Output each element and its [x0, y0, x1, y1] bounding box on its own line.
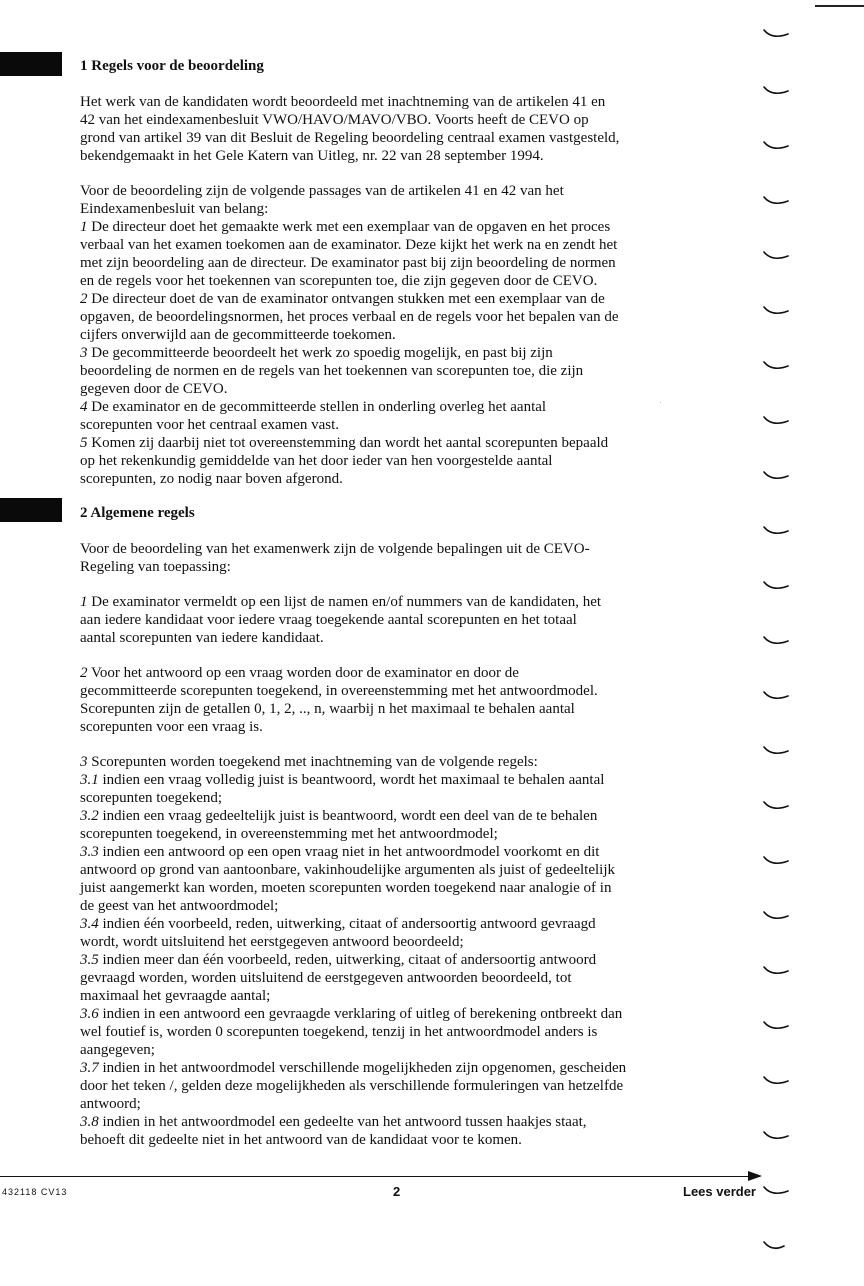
tick-mark — [764, 527, 788, 533]
rule-3: 3 Scorepunten worden toegekend met inachtneming van de volgende regels: 3.1 indien een vraag volledig juist is beantwoord, wordt het maximaal te behalen aantal scorepunten toegekend; 3.2 indien een vraag gedeeltelijk juist is beantwoord, wordt een deel van de te behalen scorepunten toegekend, in overeenstemming met het antwoordmodel; 3.3 indien een antwoord op een open vraag niet in het antwoordmodel voorkomt en dit antwoord op grond van aantoonbare, vakinhoudelijke argumenten als juist of gedeeltelijk juist aangemerkt kan worden, moeten scorepunten worden toegekend naar analogie of in de geest van het antwoordmodel; 3.4 indien één voorbeeld, reden, uitwerking, citaat of andersoortig antwoord gevraagd wordt, wordt uitsluitend het eerstgegeven antwoord beoordeeld; 3.5 indien meer dan één voorbeeld, reden, uitwerking, citaat of andersoortig antwoord gevraagd worden, worden uitsluitend de eerstgegeven antwoorden beoordeeld, tot maximaal het gevraagde aantal; 3.6 indien in een antwoord een gevraagde verklaring of uitleg of berekening ontbreekt dan wel foutief is, worden 0 scorepunten toegekend, tenzij in het antwoordmodel anders is aangegeven; 3.7 indien in het antwoordmodel verschillende mogelijkheden zijn opgenomen, gescheiden door het teken /, gelden deze mogelijkheden als verschillende formuleringen van hetzelfde antwoord; 3.8 indien in het antwoordmodel een gedeelte van het antwoord tussen haakjes staat, behoeft dit gedeelte niet in het antwoord van de kandidaat voor te komen. — [80, 753, 690, 1149]
page-number: 2 — [393, 1184, 401, 1199]
section-1-intro — [80, 93, 690, 165]
tick-mark — [764, 1242, 784, 1248]
tick-mark — [764, 142, 788, 148]
tick-mark — [764, 802, 788, 808]
text-line: door het teken /, gelden deze mogelijkheden als verschillende formuleringen van hetzelfde — [80, 1078, 624, 1094]
article-item-2: 2 De directeur doet de van de examinator ontvangen stukken met een exemplaar van de — [80, 291, 605, 307]
tick-mark — [764, 912, 788, 918]
rule-2: 2 Voor het antwoord op een vraag worden door de examinator en door de gecommitteerde scorepunten toegekend, in overeenstemming met het antwoordmodel. Scorepunten zijn de getallen 0, 1, 2, .., n, waarbij n het maximaal te behalen aantal scorepunten voor een vraag is. — [80, 664, 690, 736]
exam-code: 432118 CV13 — [2, 1187, 68, 1197]
text-line: verbaal van het examen toekomen aan de examinator. Deze kijkt het werk na en zendt het — [80, 237, 618, 253]
text-line: behoeft dit gedeelte niet in het antwoord van de kandidaat voor te komen. — [80, 1132, 522, 1148]
rule-number: 1 — [80, 594, 88, 610]
tick-mark — [764, 197, 788, 203]
section-2-heading: 2 Algemene regels — [80, 505, 195, 521]
rule-number: 3 — [80, 754, 88, 770]
rule-1: 1 De examinator vermeldt op een lijst de namen en/of nummers van de kandidaten, het aan iedere kandidaat voor iedere vraag toegekende aantal scorepunten en het totaal aantal scorepunten van iedere kandidaat. — [80, 593, 690, 647]
tick-mark — [764, 857, 788, 863]
text-line: gevraagd worden, worden uitsluitend de eerstgegeven antwoorden beoordeeld, tot — [80, 970, 572, 986]
item-number: 2 — [80, 291, 88, 307]
text-line: scorepunten voor een vraag is. — [80, 719, 263, 735]
text-line: opgaven, de beoordelingsnormen, het proces verbaal en de regels voor het bepalen van de — [80, 309, 619, 325]
text-line: antwoord op grond van aantoonbare, vakinhoudelijke argumenten als juist of gedeeltelijk — [80, 862, 615, 878]
text-line: op het rekenkundig gemiddelde van het door ieder van hen voorgestelde aantal — [80, 453, 553, 469]
text-line: gecommitteerde scorepunten toegekend, in overeenstemming met het antwoordmodel. — [80, 683, 598, 699]
rule-number: 2 — [80, 665, 88, 681]
text-line: Voor de beoordeling van het examenwerk zijn de volgende bepalingen uit de CEVO- — [80, 541, 590, 557]
text-line: en de regels voor het toekennen van scorepunten toe, die zijn gegeven door de CEVO. — [80, 273, 598, 289]
tick-mark — [764, 692, 788, 698]
text-line: gegeven door de CEVO. — [80, 381, 228, 397]
tick-mark — [764, 1077, 788, 1083]
margin-tick-marks — [758, 0, 798, 1286]
text-line: cijfers onverwijld aan de gecommitteerde toekomen. — [80, 327, 396, 343]
text-line: wel foutief is, worden 0 scorepunten toegekend, tenzij in het antwoordmodel anders is — [80, 1024, 598, 1040]
text-line: scorepunten toegekend, in overeenstemming met het antwoordmodel; — [80, 826, 498, 842]
subrule-3-5: 3.5 indien meer dan één voorbeeld, reden, uitwerking, citaat of andersoortig antwoord — [80, 952, 597, 968]
text-line: aangegeven; — [80, 1042, 155, 1058]
tick-mark — [764, 637, 788, 643]
tick-mark — [764, 1022, 788, 1028]
subrule-3-2: 3.2 indien een vraag gedeeltelijk juist is beantwoord, wordt een deel van de te behalen — [80, 808, 598, 824]
tick-mark — [764, 307, 788, 313]
text-line: aan iedere kandidaat voor iedere vraag toegekende aantal scorepunten en het totaal — [80, 612, 577, 628]
subrule-3-1: 3.1 indien een vraag volledig juist is beantwoord, wordt het maximaal te behalen aantal — [80, 772, 605, 788]
tick-mark — [764, 1132, 788, 1138]
text-line: Regeling van toepassing: — [80, 559, 231, 575]
text-line: juist aangemerkt kan worden, moeten scorepunten worden toegekend naar analogie of in — [80, 880, 612, 896]
tick-mark — [764, 967, 788, 973]
text-line: met zijn beoordeling aan de directeur. De examinator past bij zijn beoordeling de normen — [80, 255, 616, 271]
top-rule — [815, 5, 864, 7]
subrule-3-7: 3.7 indien in het antwoordmodel verschillende mogelijkheden zijn opgenomen, gescheiden — [80, 1060, 627, 1076]
tick-mark — [764, 252, 788, 258]
text-line: Scorepunten zijn de getallen 0, 1, 2, .., n, waarbij n het maximaal te behalen aantal — [80, 701, 575, 717]
subrule-3-6: 3.6 indien in een antwoord een gevraagde verklaring of uitleg of berekening ontbreekt dan — [80, 1006, 623, 1022]
item-number: 4 — [80, 399, 88, 415]
text-line: 42 van het eindexamenbesluit VWO/HAVO/MAVO/VBO. Voorts heeft de CEVO op — [80, 112, 589, 128]
tick-mark — [764, 417, 788, 423]
text-line: de geest van het antwoordmodel; — [80, 898, 279, 914]
article-item-5: 5 Komen zij daarbij niet tot overeenstemming dan wordt het aantal scorepunten bepaald — [80, 435, 609, 451]
subrule-3-8: 3.8 indien in het antwoordmodel een gedeelte van het antwoord tussen haakjes staat, — [80, 1114, 587, 1130]
arrow-right-icon — [748, 1171, 762, 1181]
text-line: Het werk van de kandidaten wordt beoordeeld met inachtneming van de artikelen 41 en — [80, 94, 606, 110]
article-item-1: 1 De directeur doet het gemaakte werk met een exemplaar van de opgaven en het proces — [80, 219, 611, 235]
tick-mark — [764, 362, 788, 368]
section-2-intro — [80, 540, 690, 576]
text-line: Voor de beoordeling zijn de volgende passages van de artikelen 41 en 42 van het — [80, 183, 564, 199]
text-line: aantal scorepunten van iedere kandidaat. — [80, 630, 324, 646]
text-line: antwoord; — [80, 1096, 141, 1112]
tick-mark — [764, 1187, 788, 1193]
text-line: bekendgemaakt in het Gele Katern van Uitleg, nr. 22 van 28 september 1994. — [80, 148, 544, 164]
subrule-3-4: 3.4 indien één voorbeeld, reden, uitwerking, citaat of andersoortig antwoord gevraagd — [80, 916, 596, 932]
tick-mark — [764, 87, 788, 93]
tick-mark — [764, 582, 788, 588]
item-number: 1 — [80, 219, 88, 235]
text-line: maximaal het gevraagde aantal; — [80, 988, 271, 1004]
footer-rule — [0, 1176, 760, 1177]
section-1-heading: 1 Regels voor de beoordeling — [80, 58, 264, 74]
text-line: scorepunten toegekend; — [80, 790, 223, 806]
text-line: scorepunten voor het centraal examen vast. — [80, 417, 340, 433]
scan-speck — [660, 402, 661, 403]
section-1-passages — [80, 182, 690, 488]
text-line: Eindexamenbesluit van belang: — [80, 201, 269, 217]
tick-mark — [764, 30, 788, 36]
section-marker-bar — [0, 52, 62, 76]
text-line: wordt, wordt uitsluitend het eerstgegeven antwoord beoordeeld; — [80, 934, 464, 950]
continue-label: Lees verder — [683, 1184, 756, 1199]
subrule-3-3: 3.3 indien een antwoord op een open vraag niet in het antwoordmodel voorkomt en dit — [80, 844, 600, 860]
tick-mark — [764, 472, 788, 478]
article-item-4: 4 De examinator en de gecommitteerde stellen in onderling overleg het aantal — [80, 399, 547, 415]
tick-mark — [764, 747, 788, 753]
text-line: grond van artikel 39 van dit Besluit de Regeling beoordeling centraal examen vastgesteld, — [80, 130, 620, 146]
text-line: beoordeling de normen en de regels van het toekennen van scorepunten toe, die zijn — [80, 363, 584, 379]
item-number: 5 — [80, 435, 88, 451]
item-number: 3 — [80, 345, 88, 361]
article-item-3: 3 De gecommitteerde beoordeelt het werk zo spoedig mogelijk, en past bij zijn — [80, 345, 553, 361]
text-line: scorepunten, zo nodig naar boven afgerond. — [80, 471, 343, 487]
section-marker-bar — [0, 498, 62, 522]
